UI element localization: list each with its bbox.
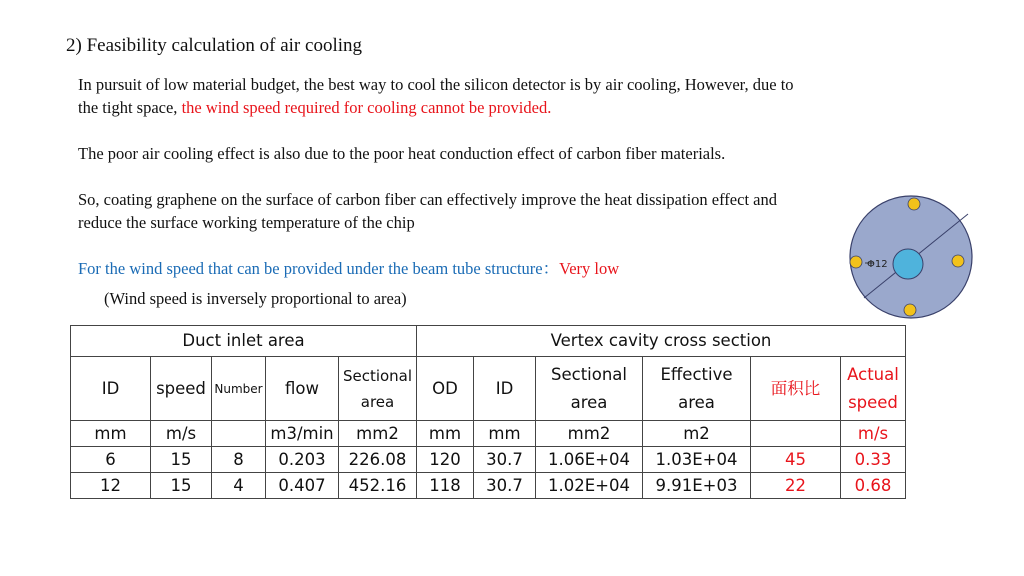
header-speed: speed bbox=[151, 357, 212, 421]
header-sectional2-line2: area bbox=[570, 392, 608, 412]
cell-sectional-cavity: 1.06E+04 bbox=[536, 447, 643, 473]
top-dot bbox=[908, 198, 920, 210]
cell-actual-speed: 0.68 bbox=[841, 473, 906, 499]
cell-effective: 9.91E+03 bbox=[643, 473, 751, 499]
text-tight-space: the tight space, bbox=[78, 98, 182, 117]
unit-flow: m3/min bbox=[266, 421, 339, 447]
unit-id: mm bbox=[71, 421, 151, 447]
unit-ratio bbox=[751, 421, 841, 447]
unit-od: mm bbox=[417, 421, 474, 447]
header-sectional-area-cavity bbox=[536, 357, 643, 421]
unit-sectional-inlet: mm2 bbox=[339, 421, 417, 447]
text-beam-tube-question: For the wind speed that can be provided under the beam tube structure： bbox=[78, 259, 560, 278]
paragraph-inverse-proportion: (Wind speed is inversely proportional to area) bbox=[104, 289, 407, 308]
unit-speed: m/s bbox=[151, 421, 212, 447]
bottom-dot bbox=[904, 304, 916, 316]
air-cooling-table bbox=[70, 325, 906, 499]
cell-actual-speed: 0.33 bbox=[841, 447, 906, 473]
unit-sectional-cavity: mm2 bbox=[536, 421, 643, 447]
header-flow: flow bbox=[266, 357, 339, 421]
cell-flow: 0.203 bbox=[266, 447, 339, 473]
cell-id: 12 bbox=[71, 473, 151, 499]
paragraph-air-cooling-line2 bbox=[78, 96, 551, 119]
cell-speed: 15 bbox=[151, 473, 212, 499]
table-row bbox=[71, 447, 906, 473]
header-sectional2-line1: Sectional bbox=[551, 364, 627, 384]
header-actual-line1: Actual bbox=[847, 364, 899, 384]
unit-id-cavity: mm bbox=[474, 421, 536, 447]
header-effective-line2: area bbox=[678, 392, 715, 412]
cell-id: 6 bbox=[71, 447, 151, 473]
unit-effective: m2 bbox=[643, 421, 751, 447]
cell-sectional-cavity: 1.02E+04 bbox=[536, 473, 643, 499]
header-sectional-area-inlet bbox=[339, 357, 417, 421]
paragraph-air-cooling-line1: In pursuit of low material budget, the best way to cool the silicon detector is by air cooling, However, due to bbox=[78, 75, 794, 94]
header-id-cavity: ID bbox=[474, 357, 536, 421]
text-very-low: Very low bbox=[559, 259, 620, 278]
header-area-ratio: 面积比 bbox=[751, 357, 841, 421]
header-effective-line1: Effective bbox=[660, 364, 733, 384]
cell-id-cavity: 30.7 bbox=[474, 447, 536, 473]
cell-ratio: 22 bbox=[751, 473, 841, 499]
cell-sectional-inlet: 452.16 bbox=[339, 473, 417, 499]
paragraph-graphene-line1: So, coating graphene on the surface of carbon fiber can effectively improve the heat dissipation effect and bbox=[78, 190, 777, 209]
text-wind-speed-warning: the wind speed required for cooling cannot be provided. bbox=[181, 98, 552, 117]
right-dot bbox=[952, 255, 964, 267]
left-dot bbox=[850, 256, 862, 268]
header-number: Number bbox=[212, 357, 266, 421]
header-id: ID bbox=[71, 357, 151, 421]
unit-actual-speed: m/s bbox=[841, 421, 906, 447]
cell-od: 118 bbox=[417, 473, 474, 499]
phi12-label: Φ12 bbox=[867, 259, 888, 270]
cell-sectional-inlet: 226.08 bbox=[339, 447, 417, 473]
header-actual-speed bbox=[841, 357, 906, 421]
center-hole bbox=[893, 249, 923, 279]
header-effective-area bbox=[643, 357, 751, 421]
cell-effective: 1.03E+04 bbox=[643, 447, 751, 473]
paragraph-beam-tube bbox=[78, 257, 619, 280]
header-od: OD bbox=[417, 357, 474, 421]
header-sectional-line1: Sectional bbox=[342, 366, 413, 385]
cell-speed: 15 bbox=[151, 447, 212, 473]
group-header-duct-inlet: Duct inlet area bbox=[71, 326, 417, 357]
cell-id-cavity: 30.7 bbox=[474, 473, 536, 499]
cell-number: 4 bbox=[212, 473, 266, 499]
header-sectional-line2: area bbox=[360, 392, 395, 411]
unit-number bbox=[212, 421, 266, 447]
cell-od: 120 bbox=[417, 447, 474, 473]
paragraph-heat-conduction: The poor air cooling effect is also due to the poor heat conduction effect of carbon fiber materials. bbox=[78, 144, 726, 163]
cell-flow: 0.407 bbox=[266, 473, 339, 499]
group-header-vertex-cavity: Vertex cavity cross section bbox=[417, 326, 906, 357]
header-actual-line2: speed bbox=[848, 392, 898, 412]
cell-number: 8 bbox=[212, 447, 266, 473]
beam-tube-cross-section-diagram bbox=[846, 192, 976, 322]
table-row bbox=[71, 473, 906, 499]
page-title: 2) Feasibility calculation of air cooling bbox=[66, 35, 363, 56]
cell-ratio: 45 bbox=[751, 447, 841, 473]
paragraph-graphene-line2: reduce the surface working temperature of the chip bbox=[78, 213, 415, 232]
